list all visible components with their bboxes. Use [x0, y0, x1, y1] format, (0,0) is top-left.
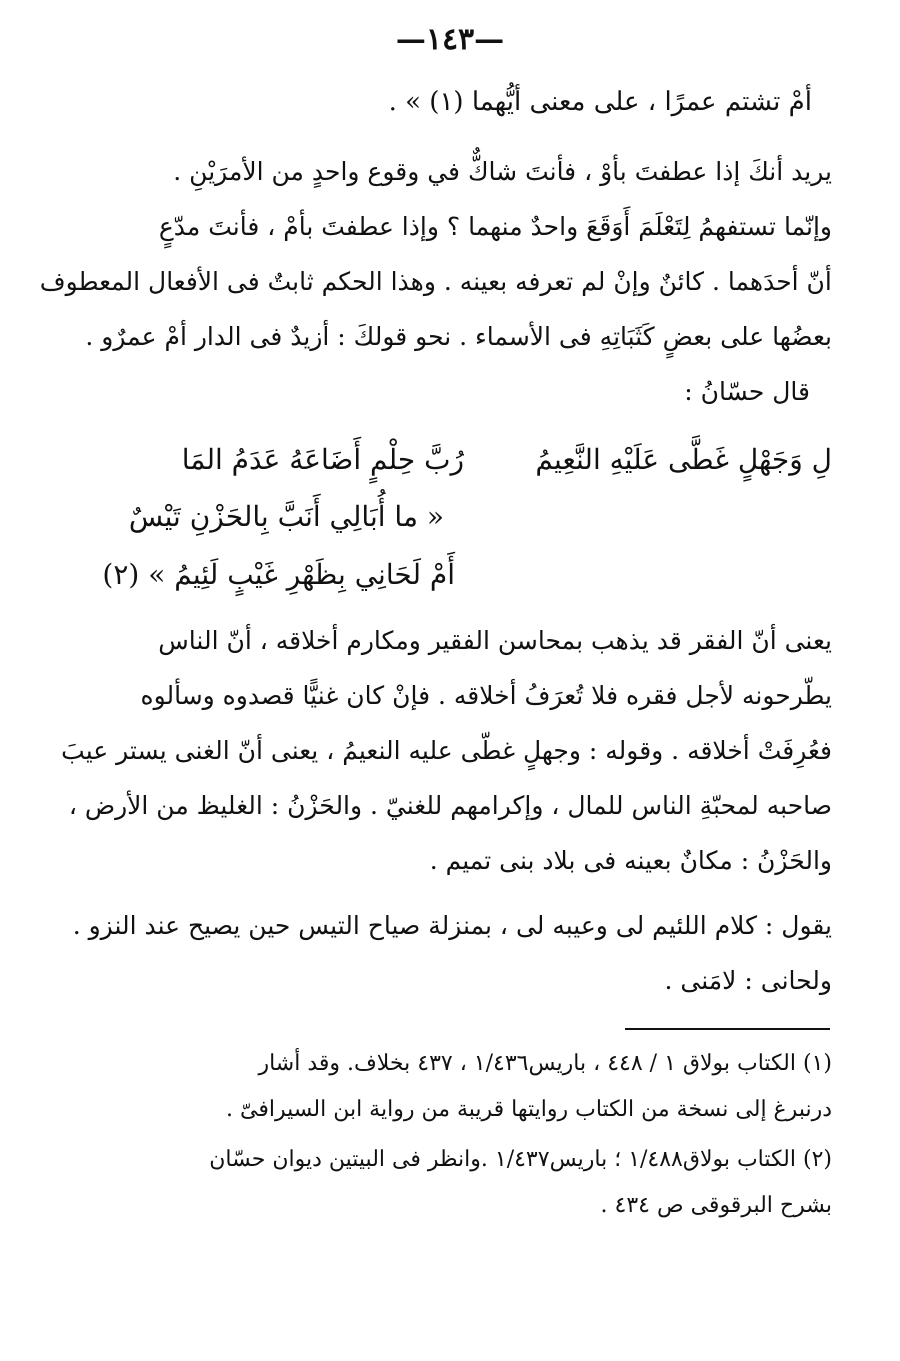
footnote-1-line-2: درنبرغ إلى نسخة من الكتاب روايتها قريبة من رواية ابن السيرافىّ .: [226, 1097, 832, 1122]
body-line-5: بعضُها على بعضٍ كَثَبَاتِهِ فى الأسماء . نحو قولكَ : أزيدٌ فى الدار أمْ عمرٌو .: [85, 322, 832, 351]
verse-2-second-hemistich: أَمْ لَحَانِي بِظَهْرِ غَيْبٍ لَئِيمُ » (٢): [102, 558, 455, 591]
body-line-4: أنّ أحدَهما . كائنٌ وإنْ لم تعرفه بعينه . وهذا الحكم ثابتٌ فى الأفعال المعطوف: [39, 267, 832, 296]
footnote-1-line-1: (١) الكتاب بولاق ١ / ٤٤٨ ، باريس١/٤٣٦ ، ٤٣٧ بخلاف. وقد أشار: [258, 1051, 832, 1076]
footnote-2-line-1: (٢) الكتاب بولاق١/٤٨٨ ؛ باريس١/٤٣٧ .وانظر فى البيتين ديوان حسّان: [209, 1147, 832, 1172]
page-number: —١٤٣—: [395, 22, 505, 57]
commentary-line-5: والحَزْنُ : مكانٌ بعينه فى بلاد بنى تميم .: [429, 846, 832, 875]
verse-2-first-hemistich: « ما أُبَالِي أَنَبَّ بِالحَزْنِ تَيْسٌ: [128, 500, 444, 533]
body-line-3: وإنّما تستفهمُ لِتَعْلَمَ أَوَقَعَ واحدٌ منهما ؟ وإذا عطفتَ بأمْ ، فأنتَ مدّعٍ: [158, 212, 832, 241]
footnote-2-line-2: بشرح البرقوقى ص ٤٣٤ .: [600, 1193, 832, 1218]
commentary-line-4: صاحبه لمحبّةِ الناس للمال ، وإكرامهم للغنيّ . والحَزْنُ : الغليظ من الأرض ،: [68, 791, 832, 820]
body-line-6: قال حسّانُ :: [684, 377, 810, 406]
body-line-1: أمْ تشتم عمرًا ، على معنى أيُّهما (١) » .: [388, 87, 812, 117]
commentary-line-1: يعنى أنّ الفقر قد يذهب بمحاسن الفقير ومكارم أخلاقه ، أنّ الناس: [158, 626, 832, 655]
body-line-2: يريد أنكَ إذا عطفتَ بأوْ ، فأنتَ شاكٌّ في وقوع واحدٍ من الأمرَيْنِ .: [173, 157, 832, 186]
commentary-line-6: يقول : كلام اللئيم لى وعيبه لى ، بمنزلة صياح التيس حين يصيح عند النزو .: [72, 911, 832, 940]
footnote-separator: [625, 1028, 830, 1030]
verse-1-first-hemistich: رُبَّ حِلْمٍ أَضَاعَهُ عَدَمُ المَا: [181, 443, 464, 476]
commentary-line-7: ولحانى : لامَنى .: [664, 966, 832, 995]
commentary-line-2: يطّرحونه لأجل فقره فلا تُعرَفُ أخلاقه . فإنْ كان غنيًّا قصدوه وسألوه: [140, 681, 832, 710]
commentary-line-3: فعُرِفَتْ أخلاقه . وقوله : وجهلٍ غطّى عليه النعيمُ ، يعنى أنّ الغنى يستر عيبَ: [61, 736, 832, 765]
verse-1-second-hemistich: لِ وَجَهْلٍ غَطَّى عَلَيْهِ النَّعِيمُ: [535, 443, 832, 476]
